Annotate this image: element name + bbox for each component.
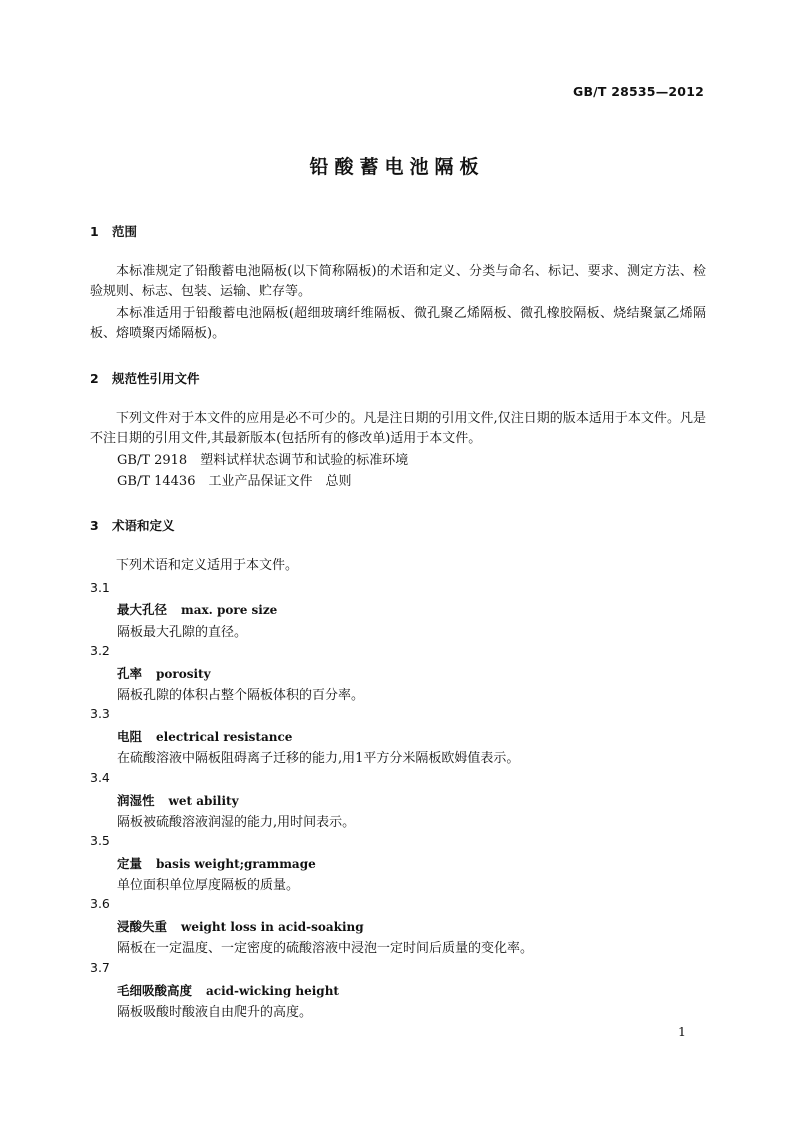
reference-item: GB/T 2918 塑料试样状态调节和试验的标准环境	[117, 453, 409, 468]
term-number: 3.1	[90, 580, 110, 595]
term-name-en: max. pore size	[181, 603, 278, 617]
term-name-en: basis weight;grammage	[156, 857, 316, 871]
section-heading-scope	[90, 222, 137, 240]
term-name	[117, 600, 277, 618]
term-definition: 隔板吸酸时酸液自由爬升的高度。	[117, 1005, 313, 1020]
term-number: 3.5	[90, 833, 110, 848]
term-definition: 隔板被硫酸溶液润湿的能力,用时间表示。	[117, 815, 356, 830]
section-heading-terms	[90, 516, 175, 534]
term-name-en: wet ability	[168, 794, 239, 808]
term-name	[117, 981, 339, 999]
paragraph: 本标准规定了铅酸蓄电池隔板(以下简称隔板)的术语和定义、分类与命名、标记、要求、测定方法、检验规则、标志、包装、运输、贮存等。	[90, 264, 706, 299]
term-name	[117, 727, 292, 745]
page-number: 1	[678, 1024, 686, 1039]
term-name-en: weight loss in acid-soaking	[181, 920, 364, 934]
term-name-zh: 毛细吸酸高度	[117, 983, 193, 998]
term-number: 3.2	[90, 643, 110, 658]
section-number: 2	[90, 371, 99, 386]
term-definition: 隔板最大孔隙的直径。	[117, 625, 248, 640]
term-name	[117, 917, 364, 935]
section-title: 规范性引用文件	[112, 371, 200, 386]
standard-code: GB/T 28535—2012	[572, 84, 704, 99]
term-definition: 在硫酸溶液中隔板阻碍离子迁移的能力,用1平方分米隔板欧姆值表示。	[117, 751, 520, 766]
term-name-en: electrical resistance	[156, 730, 293, 744]
term-name	[117, 664, 211, 682]
section-heading-normative-references	[90, 369, 200, 387]
section-title: 术语和定义	[112, 518, 175, 533]
term-name-zh: 定量	[117, 856, 143, 871]
document-title: 铅酸蓄电池隔板	[309, 156, 485, 178]
term-number: 3.6	[90, 896, 110, 911]
paragraph: 下列术语和定义适用于本文件。	[116, 558, 299, 573]
term-name-zh: 润湿性	[117, 793, 155, 808]
paragraph: 本标准适用于铅酸蓄电池隔板(超细玻璃纤维隔板、微孔聚乙烯隔板、微孔橡胶隔板、烧结聚氯乙烯隔板、熔喷聚丙烯隔板)。	[90, 306, 706, 341]
paragraph: 下列文件对于本文件的应用是必不可少的。凡是注日期的引用文件,仅注日期的版本适用于本文件。凡是不注日期的引用文件,其最新版本(包括所有的修改单)适用于本文件。	[90, 411, 706, 446]
term-definition: 隔板在一定温度、一定密度的硫酸溶液中浸泡一定时间后质量的变化率。	[117, 941, 534, 956]
reference-item: GB/T 14436 工业产品保证文件 总则	[117, 474, 352, 489]
term-name	[117, 854, 316, 872]
term-definition: 单位面积单位厚度隔板的质量。	[117, 878, 300, 893]
term-number: 3.3	[90, 706, 110, 721]
term-name-zh: 孔率	[117, 666, 143, 681]
term-name	[117, 791, 239, 809]
term-definition: 隔板孔隙的体积占整个隔板体积的百分率。	[117, 688, 365, 703]
section-number: 3	[90, 518, 99, 533]
term-name-zh: 最大孔径	[117, 602, 168, 617]
term-number: 3.7	[90, 960, 110, 975]
section-title: 范围	[112, 224, 138, 239]
section-number: 1	[90, 224, 99, 239]
term-name-zh: 电阻	[117, 729, 143, 744]
term-name-zh: 浸酸失重	[117, 919, 168, 934]
term-name-en: acid-wicking height	[206, 984, 339, 998]
term-name-en: porosity	[156, 667, 211, 681]
term-number: 3.4	[90, 770, 110, 785]
